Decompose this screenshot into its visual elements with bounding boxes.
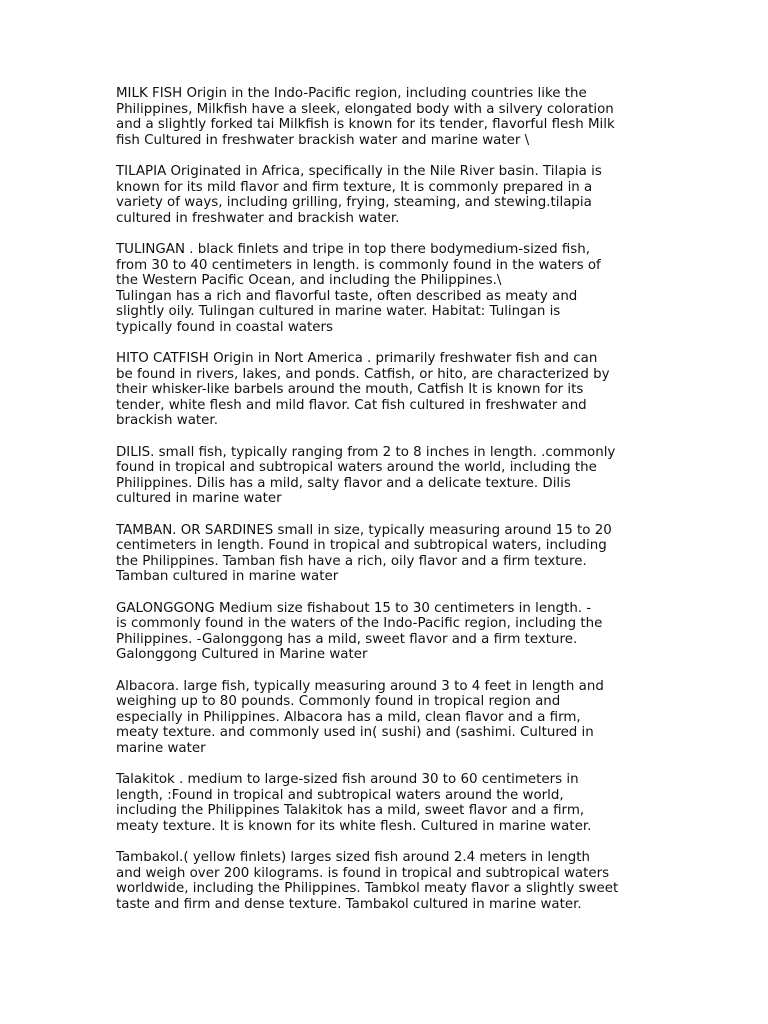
paragraph-dilis: DILIS. small fish, typically ranging from 2 to 8 inches in length. .commonly found in tropical and subtropical waters around the world, including the Philippines. Dilis has a mild, salty flavor and a delicate texture. Dilis cultured in marine water [116,444,616,507]
paragraph-milk-fish: MILK FISH Origin in the Indo-Pacific region, including countries like the Philippines, Milkfish have a sleek, elongated body with a silvery coloration and a slightly forked tai Milkfish is known for its tender, flavorful flesh Milk fish Cultured in freshwater brackish water and marine water \ [116,86,615,148]
paragraph-talakitok: Talakitok . medium to large-sized fish around 30 to 60 centimeters in length, :Found in tropical and subtropical waters around the world, including the Philippines Talakitok has a mild, sweet flavor and a firm, meaty texture. It is known for its white flesh. Cultured in marine water. [116,772,592,834]
document-body [116,86,656,928]
paragraph-tambakol: Tambakol.( yellow finlets) larges sized fish around 2.4 meters in length and weigh over 200 kilograms. is found in tropical and subtropical waters worldwide, including the Philippines. Tambkol meaty flavor a slightly sweet taste and firm and dense texture. Tambakol cultured in marine water. [116,850,619,912]
paragraph-tilapia: TILAPIA Originated in Africa, specifically in the Nile River basin. Tilapia is known for its mild flavor and firm texture, It is commonly prepared in a variety of ways, including grilling, frying, steaming, and stewing.tilapia cultured in freshwater and brackish water. [116,163,602,226]
paragraph-galonggong: GALONGGONG Medium size fishabout 15 to 30 centimeters in length. - is commonly found in the waters of the Indo-Pacific region, including the Philippines. -Galonggong has a mild, sweet flavor and a firm texture. Galonggong Cultured in Marine water [116,600,603,663]
paragraph-hito-catfish: HITO CATFISH Origin in Nort America . primarily freshwater fish and can be found in rivers, lakes, and ponds. Catfish, or hito, are characterized by their whisker-like barbels around the mouth, Catfish It is known for its tender, white flesh and mild flavor. Cat fish cultured in freshwater and brackish water. [116,351,610,429]
paragraph-albacora: Albacora. large fish, typically measuring around 3 to 4 feet in length and weighing up to 80 pounds. Commonly found in tropical region and especially in Philippines. Albacora has a mild, clean flavor and a firm, meaty texture. and commonly used in( sushi) and (sashimi. Cultured in marine water [116,678,604,756]
paragraph-tulingan: TULINGAN . black finlets and tripe in top there bodymedium-sized fish, from 30 to 40 centimeters in length. is commonly found in the waters of the Western Pacific Ocean, and including the Philippines.\ Tulingan has a rich and flavorful taste, often described as meaty and slightly oily. Tulingan cultured in marine water. Habitat: Tulingan is typically found in coastal waters [116,241,601,335]
paragraph-tamban: TAMBAN. OR SARDINES small in size, typically measuring around 15 to 20 centimeters in length. Found in tropical and subtropical waters, including the Philippines. Tamban fish have a rich, oily flavor and a firm texture. Tamban cultured in marine water [116,522,612,585]
